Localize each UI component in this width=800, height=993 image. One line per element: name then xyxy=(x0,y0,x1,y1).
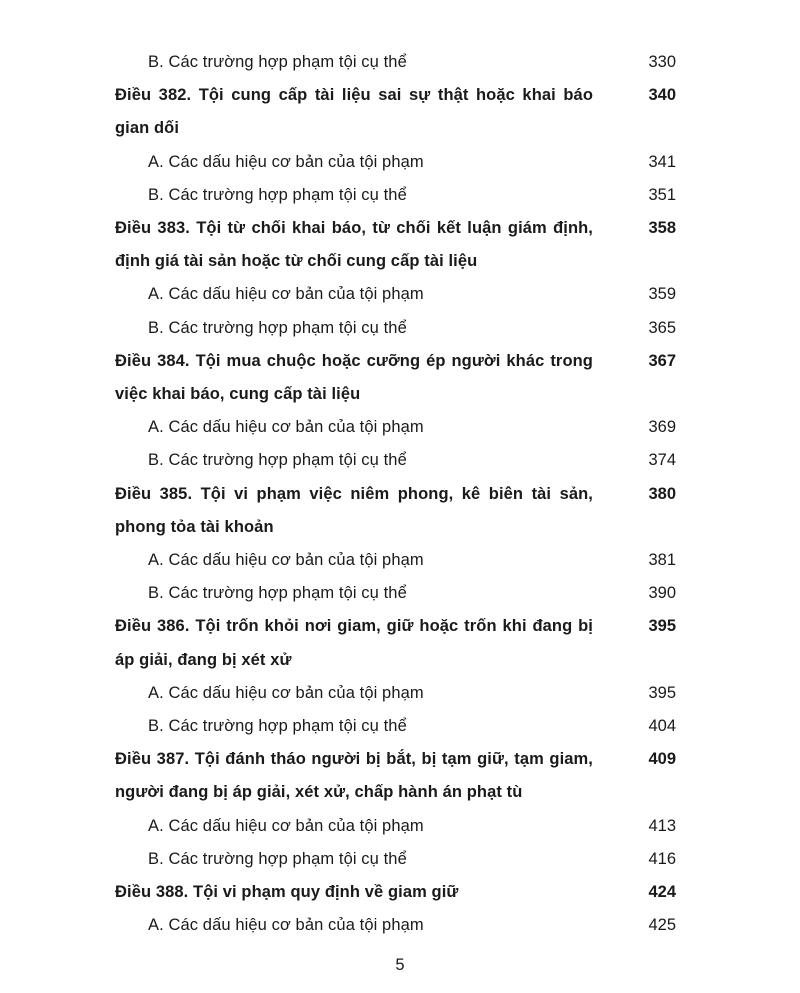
toc-entry xyxy=(115,345,676,411)
toc-entry-page: 351 xyxy=(648,185,676,204)
toc-entry xyxy=(115,312,676,345)
toc-entry xyxy=(115,677,676,710)
toc-entry-label: Điều 387. Tội đánh tháo người bị bắt, bị tạm giữ, tạm giam, người đang bị áp giải, xét xử, chấp hành án phạt tù xyxy=(115,750,593,802)
toc-entry xyxy=(115,876,676,909)
toc-entry-label: B. Các trường hợp phạm tội cụ thể xyxy=(148,717,407,736)
toc-entry-label: B. Các trường hợp phạm tội cụ thể xyxy=(148,185,407,204)
toc-entry xyxy=(115,179,676,212)
toc-entry-label: B. Các trường hợp phạm tội cụ thể xyxy=(148,849,407,868)
toc-entry-page: 416 xyxy=(648,849,676,868)
toc-entry-page: 330 xyxy=(648,53,676,71)
toc-entry-label: Điều 382. Tội cung cấp tài liệu sai sự thật hoặc khai báo gian dối xyxy=(115,86,593,138)
toc-entry-label: B. Các trường hợp phạm tội cụ thể xyxy=(148,451,407,470)
toc-entry-page: 365 xyxy=(648,318,676,337)
toc-entry-page: 380 xyxy=(648,484,676,503)
toc-entry-page: 409 xyxy=(648,750,676,769)
toc-entry-label: A. Các dấu hiệu cơ bản của tội phạm xyxy=(148,418,424,437)
toc-entry xyxy=(115,610,676,676)
toc-entry-page: 367 xyxy=(648,351,676,370)
toc-entry-label: A. Các dấu hiệu cơ bản của tội phạm xyxy=(148,152,424,171)
toc-entry-page: 395 xyxy=(648,617,676,636)
toc-entry-page: 390 xyxy=(648,584,676,603)
toc-entry-label: Điều 388. Tội vi phạm quy định về giam giữ xyxy=(115,883,459,902)
toc-entry-label: Điều 386. Tội trốn khỏi nơi giam, giữ hoặc trốn khi đang bị áp giải, đang bị xét xử xyxy=(115,617,593,669)
toc-entry xyxy=(115,146,676,179)
toc-entry-page: 395 xyxy=(648,683,676,702)
toc-entry xyxy=(115,810,676,843)
toc-entry-page: 381 xyxy=(648,551,676,570)
toc-entry-page: 413 xyxy=(648,816,676,835)
toc-entry-page: 404 xyxy=(648,717,676,736)
toc-entry xyxy=(115,79,676,145)
toc-entry-label: Điều 383. Tội từ chối khai báo, từ chối kết luận giám định, định giá tài sản hoặc từ chối cung cấp tài liệu xyxy=(115,219,593,271)
toc-entry xyxy=(115,544,676,577)
toc-entry-label: A. Các dấu hiệu cơ bản của tội phạm xyxy=(148,816,424,835)
toc-entry xyxy=(115,909,676,942)
toc-entry xyxy=(115,843,676,876)
toc-entry-page: 340 xyxy=(648,86,676,105)
toc-entry xyxy=(115,411,676,444)
toc-entry-page: 359 xyxy=(648,285,676,304)
toc-entry-page: 369 xyxy=(648,418,676,437)
toc-entry-label: A. Các dấu hiệu cơ bản của tội phạm xyxy=(148,683,424,702)
toc-entry-page: 425 xyxy=(648,916,676,935)
toc-entry xyxy=(115,743,676,809)
toc-entry-page: 424 xyxy=(648,883,676,902)
toc-entry-label: A. Các dấu hiệu cơ bản của tội phạm xyxy=(148,916,424,935)
toc-entry xyxy=(115,46,676,79)
toc-entry-label: Điều 384. Tội mua chuộc hoặc cưỡng ép người khác trong việc khai báo, cung cấp tài liệu xyxy=(115,351,593,404)
toc-entry-label: A. Các dấu hiệu cơ bản của tội phạm xyxy=(148,551,424,570)
toc-entry xyxy=(115,212,676,278)
table-of-contents xyxy=(115,46,676,942)
toc-entry-page: 374 xyxy=(648,451,676,470)
toc-entry xyxy=(115,278,676,311)
toc-entry-label: A. Các dấu hiệu cơ bản của tội phạm xyxy=(148,285,424,304)
toc-entry xyxy=(115,710,676,743)
toc-entry xyxy=(115,444,676,477)
toc-entry-page: 358 xyxy=(648,219,676,238)
toc-entry-label: Điều 385. Tội vi phạm việc niêm phong, kê biên tài sản, phong tỏa tài khoản xyxy=(115,484,593,536)
toc-entry-label: B. Các trường hợp phạm tội cụ thể xyxy=(148,53,407,71)
toc-entry-label: B. Các trường hợp phạm tội cụ thể xyxy=(148,318,407,337)
toc-entry-page: 341 xyxy=(648,152,676,171)
toc-entry xyxy=(115,478,676,544)
toc-entry-label: B. Các trường hợp phạm tội cụ thể xyxy=(148,584,407,603)
toc-entry xyxy=(115,577,676,610)
footer-page-number: 5 xyxy=(395,956,405,974)
